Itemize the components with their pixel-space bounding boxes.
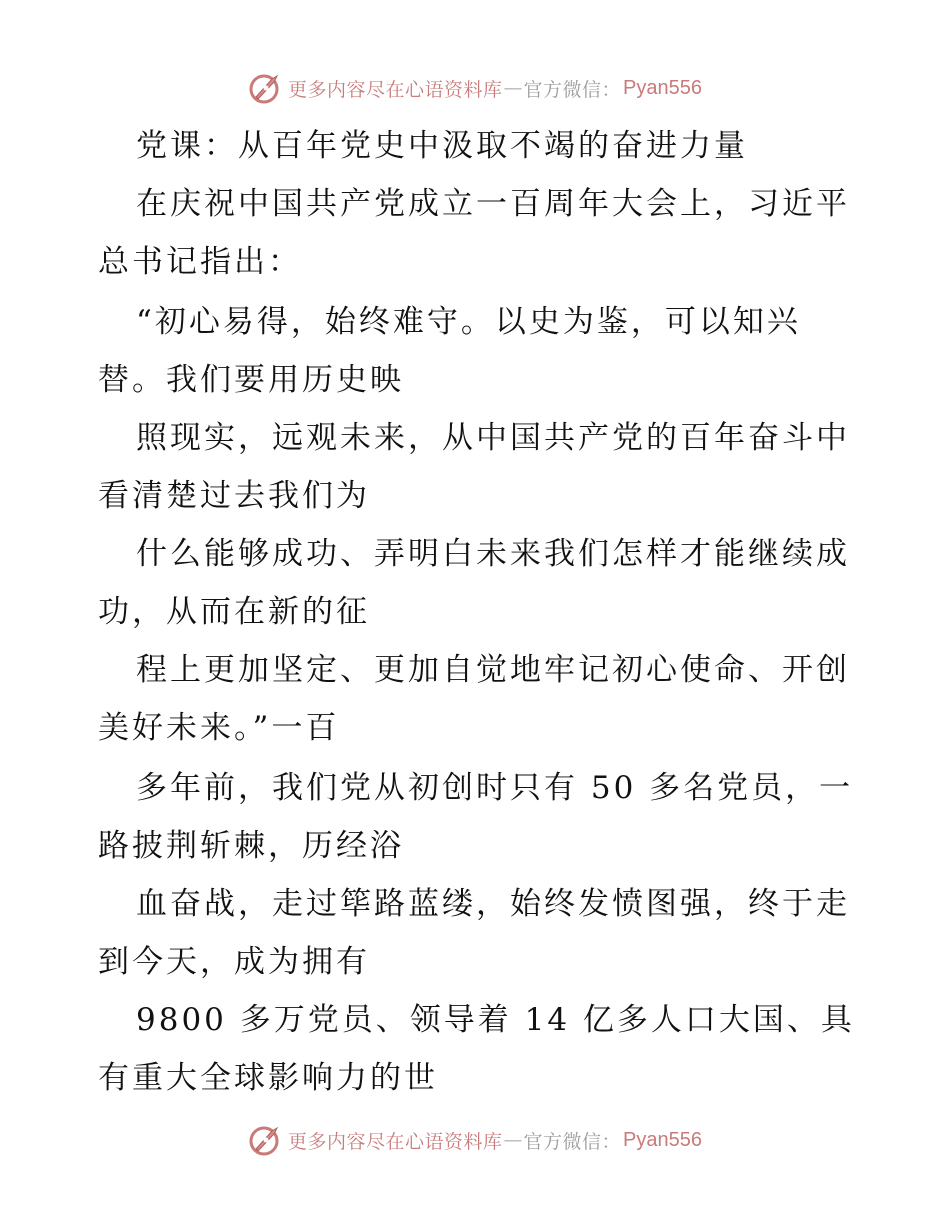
watermark-official-text: 官方微信： (523, 1130, 622, 1153)
text-line: 总书记指出： (98, 244, 302, 280)
text-line: “初心易得，始终难守。以史为鉴，可以知兴 (136, 304, 801, 340)
text-line: 9800 多万党员、领导着 14 亿多人口大国、具 (136, 1002, 855, 1038)
footer-watermark (0, 1120, 950, 1160)
text-line: 多年前，我们党从初创时只有 50 多名党员，一 (136, 770, 854, 806)
document-title: 党课：从百年党史中汲取不竭的奋进力量 (136, 128, 748, 164)
text-line: 程上更加坚定、更加自觉地牢记初心使命、开创 (136, 652, 850, 688)
watermark-official-text: 官方微信： (523, 78, 622, 101)
text-line: 照现实，远观未来，从中国共产党的百年奋斗中 (136, 420, 850, 456)
pen-logo-icon (248, 1123, 282, 1157)
header-watermark (0, 68, 950, 108)
text-line: 替。我们要用历史映 (98, 362, 404, 398)
text-line: 路披荆斩棘，历经浴 (98, 828, 404, 864)
watermark-dash: — (503, 77, 523, 99)
watermark-account: Pyan556 (623, 76, 702, 99)
text-line: 什么能够成功、弄明白未来我们怎样才能继续成 (136, 536, 850, 572)
watermark-account: Pyan556 (623, 1128, 702, 1151)
text-line: 在庆祝中国共产党成立一百周年大会上，习近平 (136, 186, 850, 222)
text-line: 美好未来。”一百 (98, 710, 340, 746)
watermark-main-text: 更多内容尽在心语资料库 (288, 78, 503, 101)
text-line: 有重大全球影响力的世 (98, 1060, 438, 1096)
text-line: 看清楚过去我们为 (98, 478, 370, 514)
text-line: 到今天，成为拥有 (98, 944, 370, 980)
text-line: 血奋战，走过筚路蓝缕，始终发愤图强，终于走 (136, 886, 850, 922)
pen-logo-icon (248, 71, 282, 105)
watermark-dash: — (503, 1129, 523, 1151)
watermark-main-text: 更多内容尽在心语资料库 (288, 1130, 503, 1153)
text-line: 功，从而在新的征 (98, 594, 370, 630)
